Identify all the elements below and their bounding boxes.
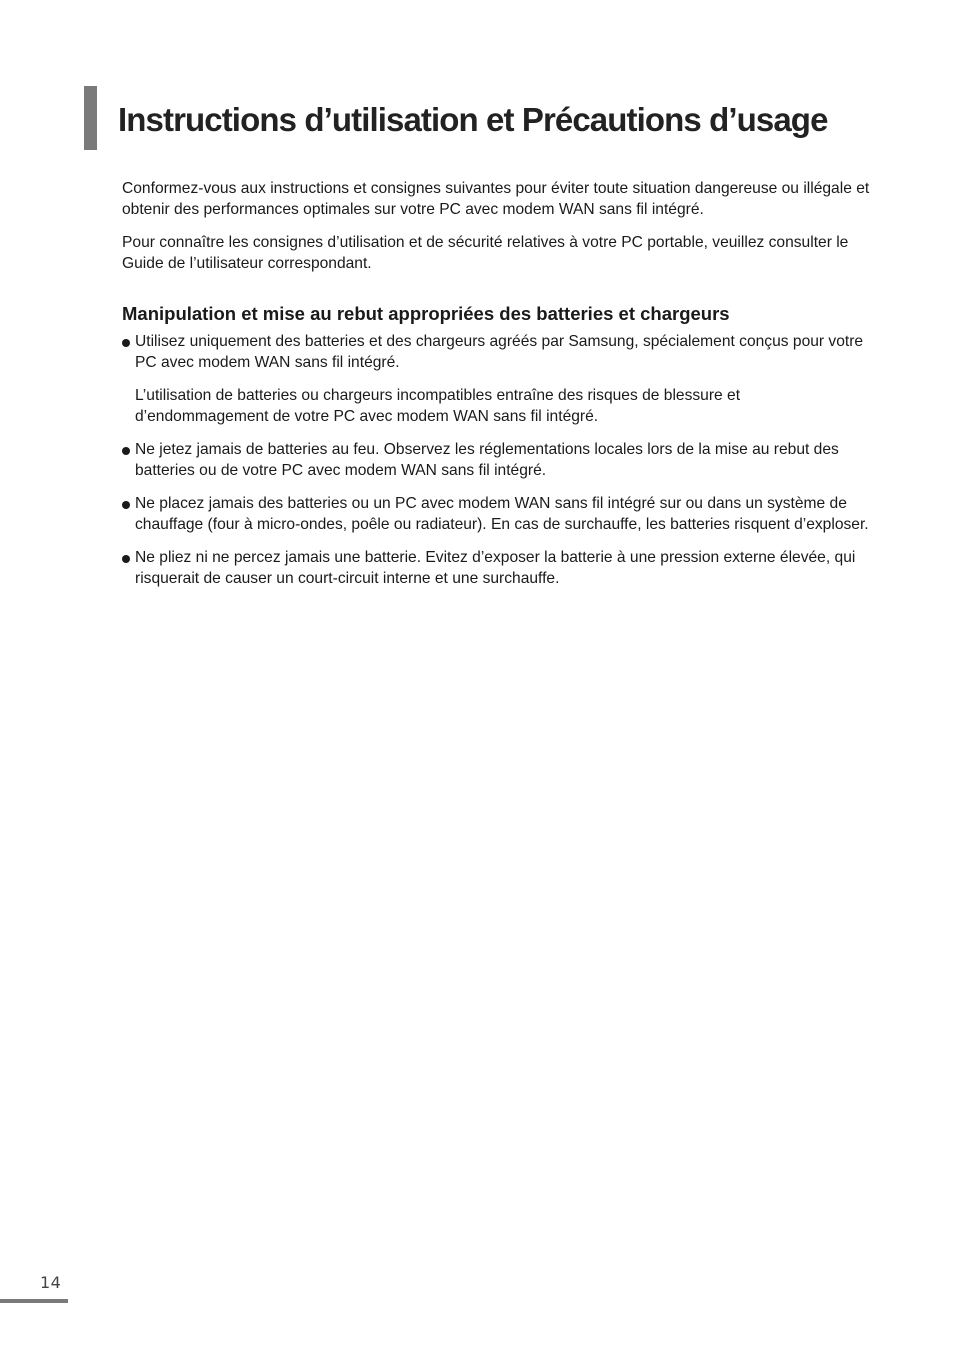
bullet-dot-icon (122, 339, 130, 347)
list-item-text: Ne jetez jamais de batteries au feu. Observez les réglementations locales lors de la mise au rebut des batteries ou de votre PC avec modem WAN sans fil intégré. (135, 441, 839, 479)
intro-paragraph-2: Pour connaître les consignes d’utilisation et de sécurité relatives à votre PC portable, veuillez consulter le Guide de l’utilisateur correspondant. (122, 234, 849, 272)
footer-rule (0, 1299, 68, 1303)
page-number: 14 (40, 1273, 62, 1292)
list-item (122, 494, 870, 535)
list-item-text: Ne pliez ni ne percez jamais une batterie. Evitez d’exposer la batterie à une pression externe élevée, qui risquerait de causer un court-circuit interne et une surchauffe. (135, 549, 856, 587)
battery-safety-list (122, 332, 870, 589)
intro-paragraph-1: Conformez-vous aux instructions et consignes suivantes pour éviter toute situation dangereuse ou illégale et obtenir des performances optimales sur votre PC avec modem WAN sans fil intégré. (122, 180, 870, 218)
list-item-note: L’utilisation de batteries ou chargeurs incompatibles entraîne des risques de blessure et d’endommagement de votre PC avec modem WAN sans fil intégré. (135, 387, 741, 425)
list-item-text: Utilisez uniquement des batteries et des chargeurs agréés par Samsung, spécialement conçus pour votre PC avec modem WAN sans fil intégré. (135, 333, 864, 371)
page-content (122, 179, 870, 602)
bullet-dot-icon (122, 501, 130, 509)
bullet-dot-icon (122, 447, 130, 455)
page-title: Instructions d’utilisation et Précautions d’usage (118, 101, 828, 138)
title-accent-bar (84, 86, 97, 150)
list-item (122, 332, 870, 427)
list-item (122, 440, 870, 481)
list-item (122, 548, 870, 589)
bullet-dot-icon (122, 555, 130, 563)
list-item-text: Ne placez jamais des batteries ou un PC avec modem WAN sans fil intégré sur ou dans un système de chauffage (four à micro-ondes, poêle ou radiateur). En cas de surchauffe, les batteries risquent d’exploser. (135, 495, 869, 533)
section-heading: Manipulation et mise au rebut appropriées des batteries et chargeurs (122, 303, 730, 324)
